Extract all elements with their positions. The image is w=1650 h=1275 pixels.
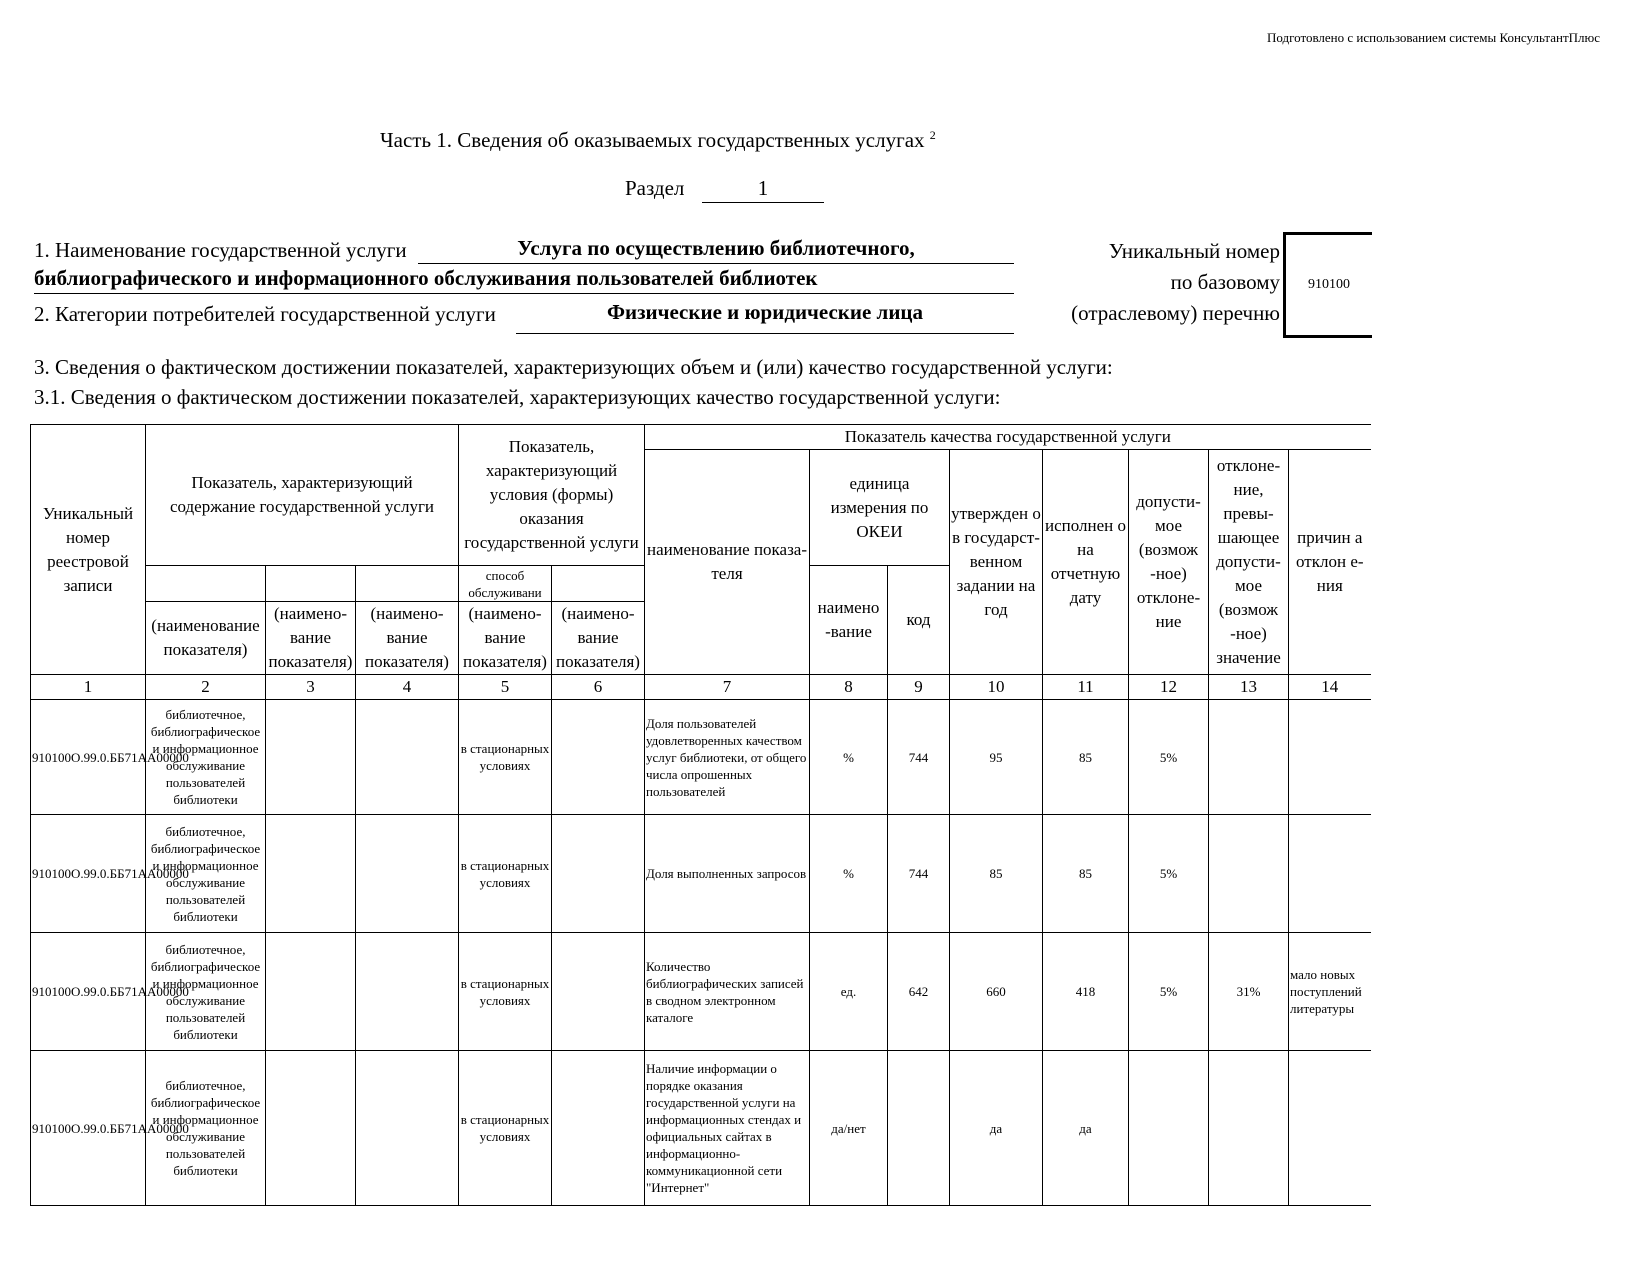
- header-method-service: способ обслуживани: [459, 566, 552, 602]
- indicator-name: Наличие информации о порядке оказания государственной услуги на информационных стендах и официальных сайтах в информационно-коммуникационной сети "Интернет": [645, 1051, 810, 1206]
- column-number: 12: [1129, 675, 1209, 700]
- header-approved: утвержден о в государст- венном задании на год: [950, 450, 1043, 675]
- indicator-name: Доля выполненных запросов: [645, 815, 810, 933]
- column-number: 7: [645, 675, 810, 700]
- col6-value: [552, 815, 645, 933]
- header-blank-2: [146, 566, 266, 602]
- column-number: 8: [810, 675, 888, 700]
- header-unit-code: код: [888, 566, 950, 675]
- unit-code: 642: [888, 933, 950, 1051]
- column-number: 9: [888, 675, 950, 700]
- column-number: 14: [1289, 675, 1371, 700]
- header-name-indicator-3: (наимено- вание показателя): [266, 602, 356, 675]
- content-value: библиотечное, библиографическое и информационное обслуживание пользователей библиотеки: [146, 815, 266, 933]
- part-title: [380, 128, 936, 153]
- condition-value: в стационарных условиях: [459, 815, 552, 933]
- column-number: 11: [1043, 675, 1129, 700]
- service-name-value-line2: библиографического и информационного обслуживания пользователей библиотек: [34, 266, 1014, 294]
- table-row: [31, 933, 1371, 1051]
- header-blank-4: [356, 566, 459, 602]
- col4-value: [356, 700, 459, 815]
- executed-value: 85: [1043, 700, 1129, 815]
- allowed-deviation-value: 5%: [1129, 815, 1209, 933]
- service-name-value-line1: Услуга по осуществлению библиотечного,: [418, 236, 1014, 264]
- condition-value: в стационарных условиях: [459, 700, 552, 815]
- unique-number-value: 910100: [1308, 277, 1350, 292]
- content-value: библиотечное, библиографическое и информационное обслуживание пользователей библиотеки: [146, 1051, 266, 1206]
- unit-code: 744: [888, 815, 950, 933]
- executed-value: 85: [1043, 815, 1129, 933]
- indicator-name: Доля пользователей удовлетворенных качеством услуг библиотеки, от общего числа опрошенных пользователей: [645, 700, 810, 815]
- col3-value: [266, 1051, 356, 1206]
- approved-value: 85: [950, 815, 1043, 933]
- consumers-label: 2. Категории потребителей государственной услуги: [34, 302, 496, 326]
- condition-value: в стационарных условиях: [459, 933, 552, 1051]
- service-name-label: 1. Наименование государственной услуги: [34, 238, 407, 262]
- excess-deviation-value: [1209, 700, 1289, 815]
- table-row: [31, 1051, 1371, 1206]
- consumers-value: Физические и юридические лица: [516, 300, 1014, 334]
- unique-number-label-line1: Уникальный номер: [1108, 239, 1280, 263]
- header-allowed-deviation: допусти- мое (возмож -ное) отклоне- ние: [1129, 450, 1209, 675]
- header-unit: единица измерения по ОКЕИ: [810, 450, 950, 566]
- col3-value: [266, 815, 356, 933]
- quality-indicators-table: [30, 424, 1371, 1206]
- unit-name: %: [810, 815, 888, 933]
- unique-number-label: [1020, 236, 1280, 329]
- header-excess-deviation: отклоне- ние, превы- шающее допусти- мое (возмож -ное) значение: [1209, 450, 1289, 675]
- header-reason: причин а отклон е-ния: [1289, 450, 1371, 675]
- reason-value: [1289, 700, 1371, 815]
- table-row: [31, 815, 1371, 933]
- excess-deviation-value: 31%: [1209, 933, 1289, 1051]
- column-number: 1: [31, 675, 146, 700]
- unit-name: да/нет: [810, 1051, 888, 1206]
- column-numbers-row: [31, 675, 1371, 700]
- section-3-title: 3. Сведения о фактическом достижении показателей, характеризующих объем и (или) качество государственной услуги:: [34, 355, 1113, 379]
- consultant-note: Подготовлено с использованием системы КонсультантПлюс: [1266, 30, 1600, 45]
- col6-value: [552, 1051, 645, 1206]
- header-unique-registry: Уникальный номер реестровой записи: [31, 425, 146, 675]
- approved-value: да: [950, 1051, 1043, 1206]
- col4-value: [356, 815, 459, 933]
- unit-name: ед.: [810, 933, 888, 1051]
- header-unit-name: наимено -вание: [810, 566, 888, 675]
- unit-name: %: [810, 700, 888, 815]
- condition-value: в стационарных условиях: [459, 1051, 552, 1206]
- column-number: 4: [356, 675, 459, 700]
- unique-number-box: [1283, 232, 1372, 338]
- column-number: 10: [950, 675, 1043, 700]
- col4-value: [356, 933, 459, 1051]
- registry-number: 910100О.99.0.ББ71АА00000: [31, 815, 146, 933]
- column-number: 3: [266, 675, 356, 700]
- header-content-indicator: Показатель, характеризующий содержание государственной услуги: [146, 425, 459, 566]
- header-name-indicator-6: (наимено- вание показателя): [552, 602, 645, 675]
- column-number: 5: [459, 675, 552, 700]
- part-title-text: Часть 1. Сведения об оказываемых государственных услугах: [380, 128, 925, 152]
- registry-number: 910100О.99.0.ББ71АА00000: [31, 1051, 146, 1206]
- approved-value: 95: [950, 700, 1043, 815]
- header-name-indicator-2: (наименование показателя): [146, 602, 266, 675]
- col3-value: [266, 933, 356, 1051]
- unique-number-label-line3: (отраслевому) перечню: [1071, 301, 1280, 325]
- column-number: 2: [146, 675, 266, 700]
- section-31-title: 3.1. Сведения о фактическом достижении показателей, характеризующих качество государственной услуги:: [34, 385, 1001, 409]
- header-indicator-name: наименование показа- теля: [645, 450, 810, 675]
- column-number: 6: [552, 675, 645, 700]
- executed-value: да: [1043, 1051, 1129, 1206]
- reason-value: [1289, 815, 1371, 933]
- header-name-indicator-4: (наимено- вание показателя): [356, 602, 459, 675]
- reason-value: мало новых поступлений литературы: [1289, 933, 1371, 1051]
- header-blank-6: [552, 566, 645, 602]
- reason-value: [1289, 1051, 1371, 1206]
- header-executed: исполнен о на отчетную дату: [1043, 450, 1129, 675]
- content-value: библиотечное, библиографическое и информационное обслуживание пользователей библиотеки: [146, 700, 266, 815]
- unit-code: 744: [888, 700, 950, 815]
- registry-number: 910100О.99.0.ББ71АА00000: [31, 700, 146, 815]
- section-label: Раздел: [625, 176, 685, 200]
- header-name-indicator-5: (наимено- вание показателя): [459, 602, 552, 675]
- excess-deviation-value: [1209, 815, 1289, 933]
- unit-code: [888, 1051, 950, 1206]
- section-value: 1: [702, 176, 824, 203]
- col4-value: [356, 1051, 459, 1206]
- unique-number-label-line2: по базовому: [1170, 270, 1280, 294]
- header-quality-indicator: Показатель качества государственной услуги: [645, 425, 1371, 450]
- header-conditions-indicator: Показатель, характеризующий условия (формы) оказания государственной услуги: [459, 425, 645, 566]
- part-title-footnote: 2: [929, 128, 936, 142]
- col6-value: [552, 700, 645, 815]
- indicator-name: Количество библиографических записей в сводном электронном каталоге: [645, 933, 810, 1051]
- table-row: [31, 700, 1371, 815]
- column-number: 13: [1209, 675, 1289, 700]
- excess-deviation-value: [1209, 1051, 1289, 1206]
- col3-value: [266, 700, 356, 815]
- allowed-deviation-value: [1129, 1051, 1209, 1206]
- content-value: библиотечное, библиографическое и информационное обслуживание пользователей библиотеки: [146, 933, 266, 1051]
- registry-number: 910100О.99.0.ББ71АА00000: [31, 933, 146, 1051]
- allowed-deviation-value: 5%: [1129, 933, 1209, 1051]
- allowed-deviation-value: 5%: [1129, 700, 1209, 815]
- header-blank-3: [266, 566, 356, 602]
- approved-value: 660: [950, 933, 1043, 1051]
- executed-value: 418: [1043, 933, 1129, 1051]
- col6-value: [552, 933, 645, 1051]
